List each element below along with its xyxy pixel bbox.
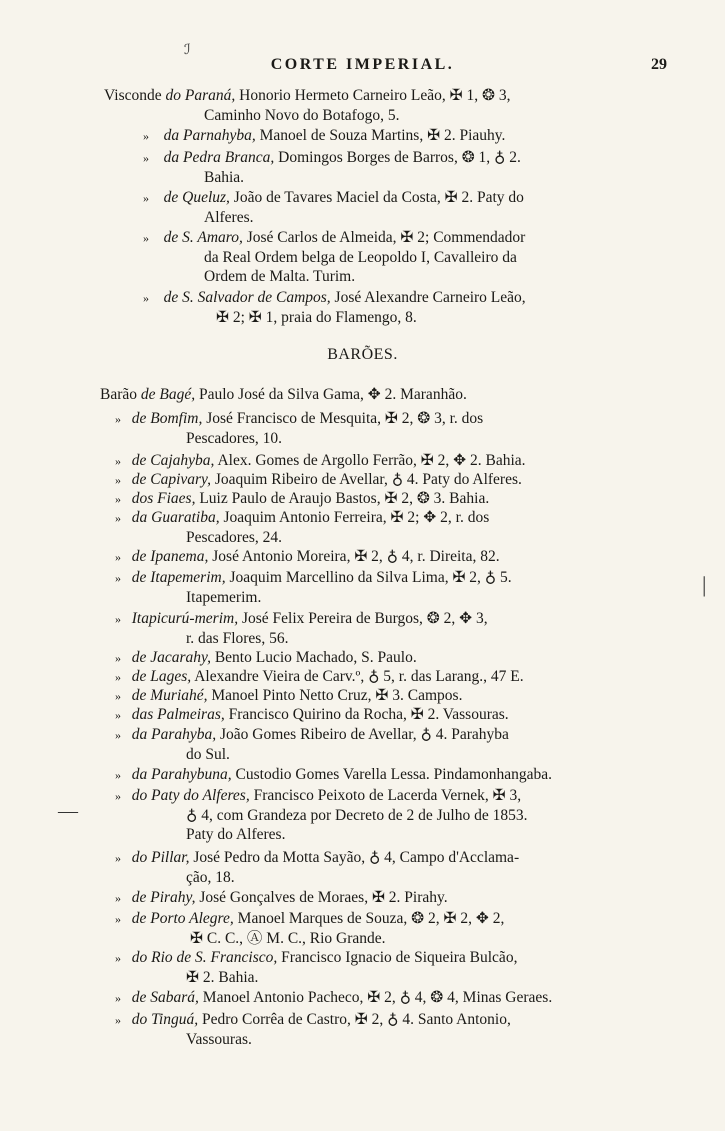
entry-text: ♁ 4, com Grandeza por Decreto de 2 de Julho de 1853. (186, 806, 528, 824)
entry-title: Itapicurú-merim, (131, 610, 239, 627)
list-item (0, 508, 725, 547)
list-item (0, 148, 725, 187)
entry-text: José Pedro da Motta Sayão, ♁ 4, Campo d'Acclama- (193, 849, 520, 866)
ditto-mark: » (115, 454, 121, 468)
entry-text: Bento Lucio Machado, S. Paulo. (214, 649, 417, 666)
list-item (0, 86, 725, 125)
entry-text: Manoel Pinto Netto Cruz, ✠ 3. Campos. (211, 687, 463, 704)
ditto-mark: » (115, 851, 121, 865)
entry-text: Joaquim Marcellino da Silva Lima, ✠ 2, ♁ 5. (229, 569, 512, 586)
entry-text: Joaquim Ribeiro de Avellar, ♁ 4. Paty do Alferes. (214, 471, 522, 488)
entry-text: r. das Flores, 56. (186, 629, 289, 647)
entry-text: ção, 18. (186, 868, 235, 886)
ditto-mark: » (115, 728, 121, 742)
entry-text: do Sul. (186, 745, 230, 763)
entry-text: Francisco Peixoto de Lacerda Vernek, ✠ 3, (253, 787, 522, 804)
entry-title: de S. Salvador de Campos, (163, 289, 331, 306)
entry-text: Alferes. (204, 208, 254, 226)
ditto-mark: » (115, 768, 121, 782)
entry-text: Pedro Corrêa de Castro, ✠ 2, ♁ 4. Santo Antonio, (201, 1011, 511, 1028)
margin-mark: ℐ (184, 43, 191, 58)
entry-title: da Guaratiba, (131, 509, 220, 526)
ditto-mark: » (115, 991, 121, 1005)
entry-title: de Capivary, (131, 471, 211, 488)
list-item (0, 470, 725, 490)
entry-text: Vassouras. (186, 1030, 252, 1048)
list-item (0, 848, 725, 887)
entry-title: de Ipanema, (131, 548, 209, 565)
entry-title: de S. Amaro, (163, 229, 243, 246)
list-item (0, 988, 725, 1008)
list-item (0, 1010, 725, 1049)
entry-title: da Parahyba, (131, 726, 217, 743)
running-header (0, 56, 725, 80)
entry-title: de Bagé, (140, 386, 196, 403)
entry-text: José Felix Pereira de Burgos, ❂ 2, ✥ 3, (241, 610, 488, 627)
list-item (0, 451, 725, 471)
entry-text: Custodio Gomes Varella Lessa. Pindamonhangaba. (235, 766, 553, 783)
ditto-mark: » (115, 891, 121, 905)
list-item (0, 568, 725, 607)
margin-mark: — (58, 800, 78, 822)
ditto-mark: » (115, 612, 121, 626)
entry-text: Alexandre Vieira de Carv.º, ♁ 5, r. das Larang., 47 E. (194, 668, 524, 685)
entry-text: Domingos Borges de Barros, ❂ 1, ♁ 2. (278, 149, 521, 166)
entry-title: do Rio de S. Francisco, (131, 949, 278, 966)
ditto-mark: » (115, 689, 121, 703)
list-item (0, 909, 725, 948)
entry-text: Manoel de Souza Martins, ✠ 2. Piauhy. (259, 127, 506, 144)
ditto-mark: » (143, 191, 149, 205)
list-item (0, 609, 725, 648)
entry-title: dos Fiaes, (131, 490, 196, 507)
entry-title: do Pillar, (131, 849, 190, 866)
list-item (0, 725, 725, 764)
ditto-mark: » (115, 492, 121, 506)
ditto-mark: » (115, 511, 121, 525)
entry-title: de Lages, (131, 668, 192, 685)
entry-title: de Itapemerim, (131, 569, 226, 586)
entry-title: de Muriahé, (131, 687, 208, 704)
entry-title: do Tinguá, (131, 1011, 199, 1028)
entry-title: de Sabará, (131, 989, 199, 1006)
entry-text: Luiz Paulo de Araujo Bastos, ✠ 2, ❂ 3. Bahia. (199, 490, 490, 507)
ditto-mark: » (115, 951, 121, 965)
ditto-mark: » (115, 708, 121, 722)
entry-title: de Jacarahy, (131, 649, 211, 666)
entry-text: Pescadores, 10. (186, 429, 282, 447)
list-item (0, 765, 725, 785)
entry-text: José Francisco de Mesquita, ✠ 2, ❂ 3, r. dos (206, 410, 484, 427)
list-item (0, 409, 725, 448)
list-item (0, 385, 725, 405)
page-number: 29 (651, 56, 667, 73)
ditto-mark: » (115, 1013, 121, 1027)
ditto-mark: » (143, 151, 149, 165)
ditto-mark: » (115, 412, 121, 426)
entry-text: José Carlos de Almeida, ✠ 2; Commendador (246, 229, 526, 246)
list-item (0, 126, 725, 146)
entry-text: João Gomes Ribeiro de Avellar, ♁ 4. Parahyba (220, 726, 509, 743)
entry-title: de Queluz, (163, 189, 230, 206)
list-item (0, 188, 725, 227)
entry-text: Manoel Antonio Pacheco, ✠ 2, ♁ 4, ❂ 4, Minas Geraes. (202, 989, 553, 1006)
ditto-mark: » (143, 231, 149, 245)
entry-text: ✠ 2. Bahia. (186, 968, 259, 986)
entry-text: Francisco Ignacio de Siqueira Bulcão, (281, 949, 518, 966)
entry-text: Joaquim Antonio Ferreira, ✠ 2; ✥ 2, r. dos (223, 509, 490, 526)
entry-title: do Paty do Alferes, (131, 787, 250, 804)
entry-text: Itapemerim. (186, 588, 262, 606)
entry-text: João de Tavares Maciel da Costa, ✠ 2. Paty do (233, 189, 524, 206)
ditto-mark: » (115, 651, 121, 665)
ditto-mark: » (115, 670, 121, 684)
entry-text: Ordem de Malta. Turim. (204, 268, 356, 286)
entry-text: Pescadores, 24. (186, 528, 282, 546)
entry-text: José Gonçalves de Moraes, ✠ 2. Pirahy. (199, 889, 448, 906)
entry-title: da Pedra Branca, (163, 149, 275, 166)
entry-text: Paulo José da Silva Gama, ✥ 2. Maranhão. (199, 386, 467, 403)
list-item (0, 288, 725, 327)
entry-text: Caminho Novo do Botafogo, 5. (204, 106, 400, 124)
list-item (0, 228, 725, 287)
entry-title: de Cajahyba, (131, 452, 215, 469)
entry-title: da Parahybuna, (131, 766, 232, 783)
entry-title: do Paraná, (165, 87, 236, 104)
entry-prefix: Visconde (104, 87, 162, 104)
entry-text: da Real Ordem belga de Leopoldo I, Cavalleiro da (204, 248, 517, 266)
entry-prefix: Barão (100, 386, 138, 403)
entry-text: Manoel Marques de Souza, ❂ 2, ✠ 2, ✥ 2, (237, 910, 505, 927)
list-item (0, 648, 725, 668)
entry-text: Paty do Alferes. (186, 826, 286, 844)
ditto-mark: » (143, 129, 149, 143)
list-item (0, 667, 725, 687)
list-item (0, 786, 725, 845)
list-item (0, 948, 725, 987)
list-item (0, 705, 725, 725)
entry-text: Bahia. (204, 168, 245, 186)
section-title: BARÕES. (327, 346, 398, 363)
ditto-mark: » (143, 291, 149, 305)
list-item (0, 686, 725, 706)
entry-title: de Pirahy, (131, 889, 196, 906)
ditto-mark: » (115, 571, 121, 585)
list-item (0, 888, 725, 908)
entry-title: de Porto Alegre, (131, 910, 234, 927)
page-title: CORTE IMPERIAL. (270, 56, 455, 73)
entry-text: José Antonio Moreira, ✠ 2, ♁ 4, r. Direita, 82. (212, 548, 500, 565)
list-item (0, 489, 725, 509)
entry-text: ✠ 2; ✠ 1, praia do Flamengo, 8. (216, 308, 417, 326)
entry-text: José Alexandre Carneiro Leão, (334, 289, 526, 306)
entry-text: Alex. Gomes de Argollo Ferrão, ✠ 2, ✥ 2. Bahia. (217, 452, 526, 469)
entry-text: Francisco Quirino da Rocha, ✠ 2. Vassouras. (228, 706, 509, 723)
entry-title: de Bomfim, (131, 410, 203, 427)
ditto-mark: » (115, 473, 121, 487)
margin-mark: | (702, 572, 707, 597)
entry-text: ✠ C. C., Ⓐ M. C., Rio Grande. (190, 929, 386, 947)
ditto-mark: » (115, 912, 121, 926)
ditto-mark: » (115, 550, 121, 564)
list-item (0, 547, 725, 567)
entry-title: das Palmeiras, (131, 706, 225, 723)
ditto-mark: » (115, 789, 121, 803)
entry-title: da Parnahyba, (163, 127, 256, 144)
entry-text: Honorio Hermeto Carneiro Leão, ✠ 1, ❂ 3, (239, 87, 511, 104)
